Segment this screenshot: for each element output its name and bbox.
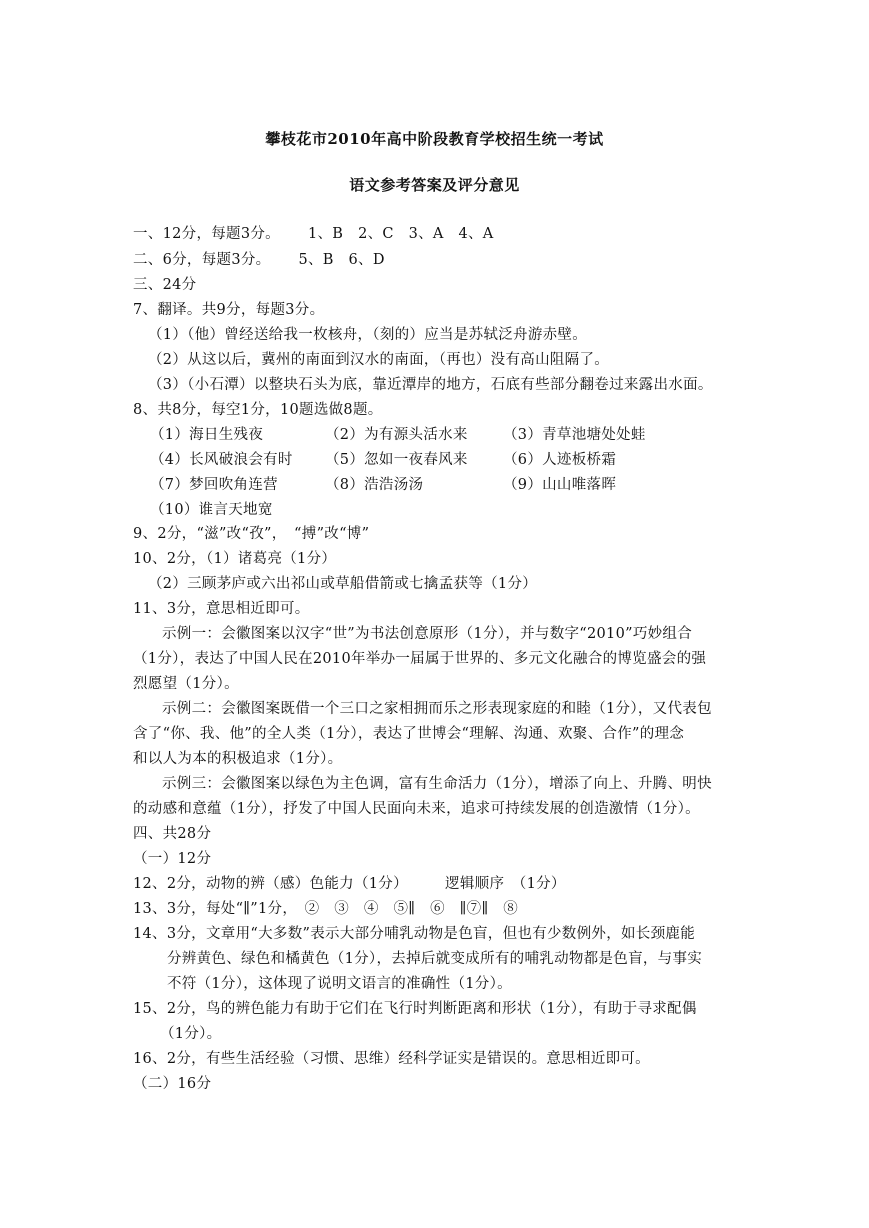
q8-row-1 <box>150 423 646 444</box>
exam-title: 攀枝花市2010年高中阶段教育学校招生统一考试 <box>265 130 604 148</box>
q8-item-8: （8）浩浩汤汤 <box>325 477 424 493</box>
section-3-heading: 三、24分 <box>133 277 197 293</box>
exam-subtitle: 语文参考答案及评分意见 <box>349 176 520 194</box>
q11-example-2-line-3: 和以人为本的积极追求（1分）。 <box>133 751 343 767</box>
section-4-heading: 四、共28分 <box>133 826 212 842</box>
q16-line: 16、2分，有些生活经验（习惯、思维）经科学证实是错误的。意思相近即可。 <box>133 1051 650 1067</box>
section-1-line <box>133 222 494 243</box>
q10-line: 10、2分，（1）诸葛亮（1分） <box>133 551 337 567</box>
q8-row-3 <box>150 473 616 494</box>
q7-answer-2: （2）从这以后，冀州的南面到汉水的南面，（再也）没有高山阻隔了。 <box>148 352 610 368</box>
q11-example-1-line-3: 烈愿望（1分）。 <box>133 676 239 692</box>
q8-item-10: （10）谁言天地宽 <box>150 502 273 518</box>
q8-row-2 <box>150 448 616 469</box>
q10-line-2: （2）三顾茅庐或六出祁山或草船借箭或七擒孟获等（1分） <box>148 576 538 592</box>
section-1-heading: 一、12分，每题3分。 <box>133 226 280 242</box>
q12-line: 12、2分，动物的辨（感）色能力（1分） 逻辑顺序 （1分） <box>133 876 566 892</box>
q7-heading: 7、翻译。共9分，每题3分。 <box>133 302 325 318</box>
section-2-line <box>133 248 385 269</box>
q11-example-3-line-2: 的动感和意蕴（1分），抒发了中国人民面向未来，追求可持续发展的创造激情（1分）。 <box>133 801 700 817</box>
section-2-heading: 二、6分，每题3分。 <box>133 252 271 268</box>
q15-line-2: （1分）。 <box>160 1026 222 1042</box>
q8-item-7: （7）梦回吹角连营 <box>150 477 278 493</box>
q11-heading: 11、3分，意思相近即可。 <box>133 601 310 617</box>
section-2-answers: 5、B 6、D <box>298 252 385 268</box>
q14-line-2: 分辨黄色、绿色和橘黄色（1分），去掉后就变成所有的哺乳动物都是色盲，与事实 <box>167 951 703 967</box>
q8-item-9: （9）山山唯落晖 <box>503 477 617 493</box>
q8-item-2: （2）为有源头活水来 <box>325 427 468 443</box>
q8-item-5: （5）忽如一夜春风来 <box>325 452 468 468</box>
q7-answer-1: （1）（他）曾经送给我一枚核舟，（刻的）应当是苏轼泛舟游赤壁。 <box>148 327 588 343</box>
q14-line-1: 14、3分，文章用“大多数”表示大部分哺乳动物是色盲，但也有少数例外，如长颈鹿能 <box>133 926 695 942</box>
q14-line-3: 不符（1分），这体现了说明文语言的准确性（1分）。 <box>167 976 512 992</box>
q8-heading: 8、共8分，每空1分，10题选做8题。 <box>133 402 383 418</box>
section-1-answers: 1、B 2、C 3、A 4、A <box>307 226 494 242</box>
q11-example-1-line-2: （1分），表达了中国人民在2010年举办一届属于世界的、多元文化融合的博览盛会的强 <box>133 651 707 667</box>
q11-example-3-line-1: 示例三：会徽图案以绿色为主色调，富有生命活力（1分），增添了向上、升腾、明快 <box>162 776 712 792</box>
q9-line: 9、2分，“滋”改“孜”， “搏”改“博” <box>133 526 370 542</box>
q11-example-2-line-1: 示例二：会徽图案既借一个三口之家相拥而乐之形表现家庭的和睦（1分），又代表包 <box>162 701 712 717</box>
q11-example-1-line-1: 示例一：会徽图案以汉字“世”为书法创意原形（1分），并与数字“2010”巧妙组合 <box>162 626 693 642</box>
q7-answer-3: （3）（小石潭）以整块石头为底，靠近潭岸的地方，石底有些部分翻卷过来露出水面。 <box>148 377 713 393</box>
q8-item-4: （4）长风破浪会有时 <box>150 452 293 468</box>
q8-item-3: （3）青草池塘处处蛙 <box>503 427 646 443</box>
section-4-part-2-heading: （二）16分 <box>133 1076 212 1092</box>
q8-item-6: （6）人迹板桥霜 <box>503 452 617 468</box>
q8-item-1: （1）海日生残夜 <box>150 427 264 443</box>
q15-line-1: 15、2分，鸟的辨色能力有助于它们在飞行时判断距离和形状（1分），有助于寻求配偶 <box>133 1001 697 1017</box>
q13-line: 13、3分，每处“∥”1分， ② ③ ④ ⑤∥ ⑥ ∥⑦∥ ⑧ <box>133 901 519 917</box>
q11-example-2-line-2: 含了“你、我、他”的全人类（1分），表达了世博会“理解、沟通、欢聚、合作”的理念 <box>133 726 685 742</box>
section-4-part-1-heading: （一）12分 <box>133 851 212 867</box>
